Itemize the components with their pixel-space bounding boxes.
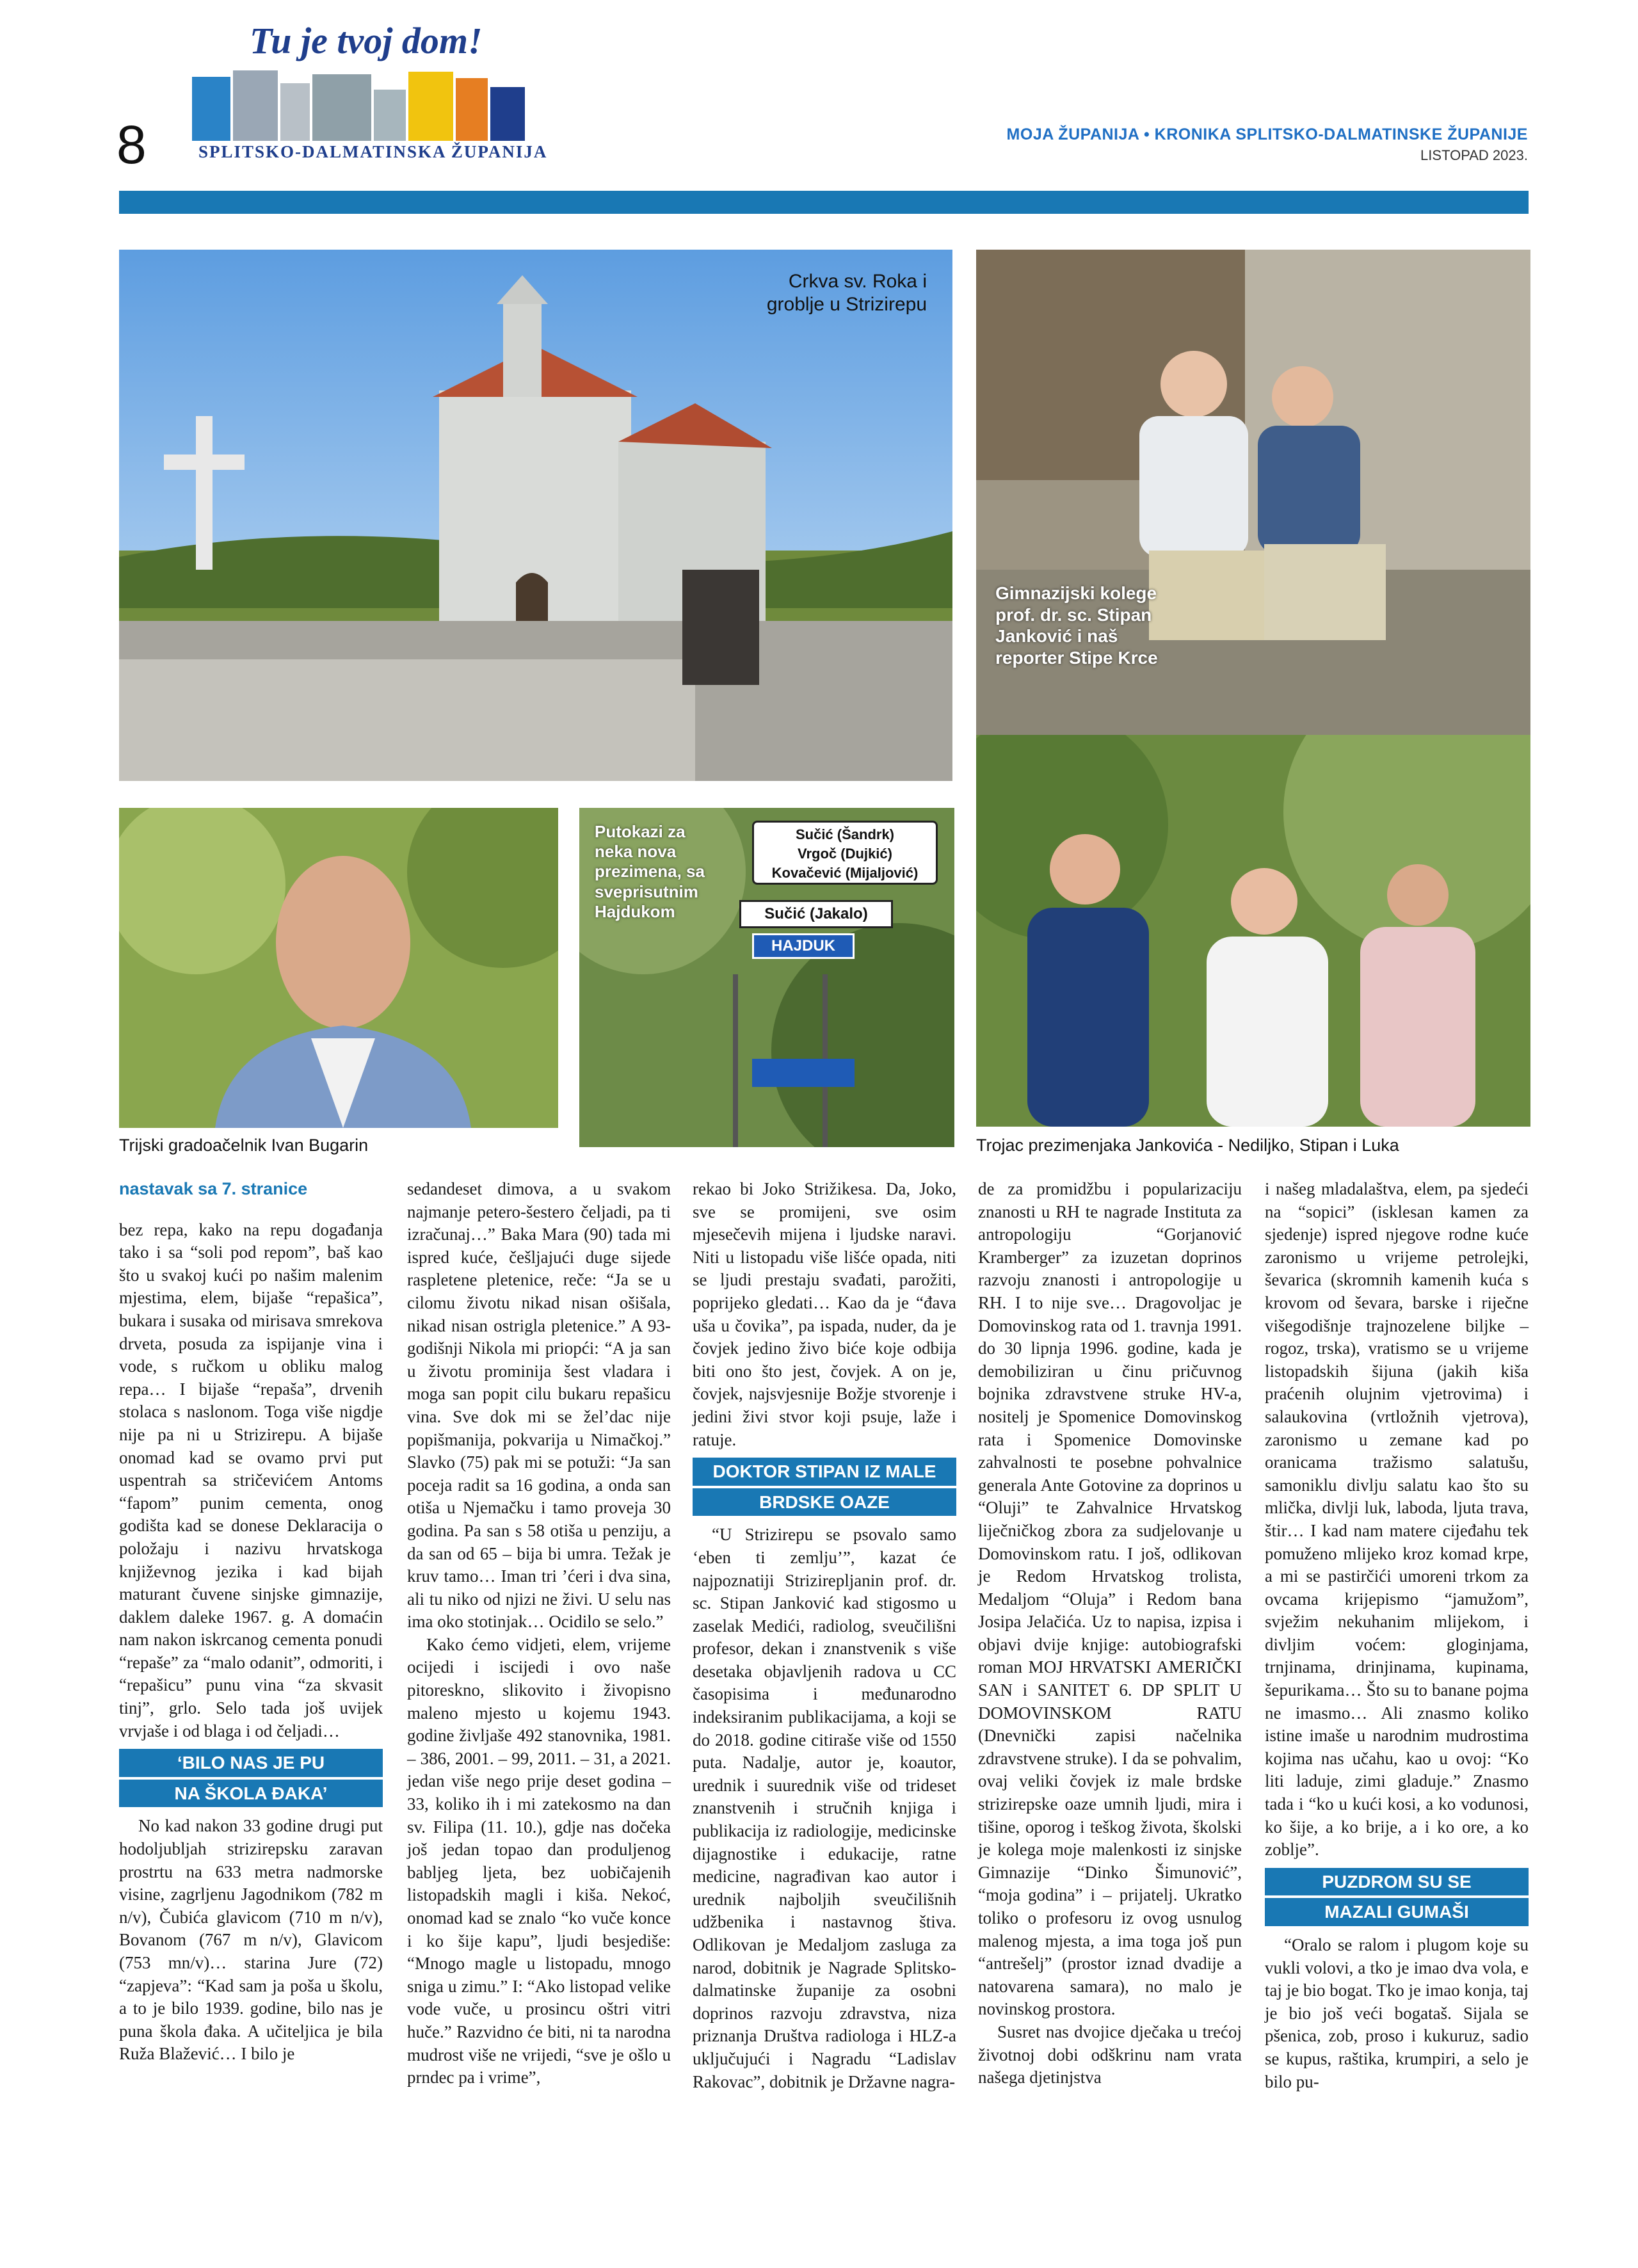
subheading-2 (693, 1458, 956, 1516)
col1-paragraph-2: No kad nakon 33 godine drugi put hodoljubljah strizirepsku zaravan prostrtu na 633 metra nadmorske visine, zagrljenu Jagodnikom (782 m n/v), Čubića glavicom (710 m n/v), Bovanom (767 m n/v), Glavicom (753 mn/v)… starina Jure (72) “zapjeva”: “Kad sam ja poša u školu, a to je bilo 1939. godine, bilo nas je puna škola đaka. A učiteljica je bila Ruža Blažević… I bilo je (119, 1816, 383, 2064)
sign-2: Vrgoč (Dujkić) (798, 846, 892, 862)
church-caption: Crkva sv. Roka i groblje u Strizirepu (766, 271, 927, 315)
section-title: MOJA ŽUPANIJA • KRONIKA SPLITSKO-DALMATINSKE ŽUPANIJE (1006, 125, 1528, 143)
continued-label: nastavak sa 7. stranice (119, 1179, 308, 1198)
article-column-1 (119, 1178, 383, 2066)
trio-caption: Trojac prezimenjaka Jankovića - Nediljko, Stipan i Luka (976, 1136, 1399, 1155)
col2-paragraph-2: Kako ćemo vidjeti, elem, vrijeme ocijedi i iscijedi i ovo naše pitoreskno, slikovito i živopisno maleno mjesto u kojemu 1943. godine življaše 492 stanovnika, 1981. – 386, 2001. – 99, 2011. – 31, a 2021. jedan više nego prije deset godina – 33, koliko ih i mi zatekosmo na dan sv. Filipa (11. 10.), gdje nas dočeka još jedan topao dan produljenog babljeg ljeta, bez uobičajenih listopadskih magli i kiša. Nekoć, onomad kad se znalo “ko vuče konce i ko šije kapu”, ljudi besjediše: “Mnogo magle u listopadu, mnogo sniga u zimu.” I: “Ako listopad velike vode vuče, u prosincu oštri vitri huče.” Razvidno će biti, ni ta narodna mudrost više ne vrijedi, “sve je ošlo u prndec pa i vrime”, (407, 1634, 671, 2087)
subheading-3-line-1: PUZDROM SU SE (1265, 1868, 1529, 1896)
mayor-photo (119, 808, 558, 1128)
signs-photo (579, 808, 954, 1147)
county-name: SPLITSKO-DALMATINSKA ŽUPANIJA (198, 142, 548, 161)
col5-paragraph-1: i našeg mladalaštva, elem, pa sjedeći na “sopici” (isklesan kamen za sjedenje) ispred njegove rodne kuće zaronismo u vrijeme petrolejki, ševarica (skromnih kamenih kuća s krovom od ševara, barske i riječne višegodišnje trajnozelene biljke – rogoz, trska), vratismo se u vrijeme listopadskih šijuna (jakih kiša praćenih olujnim vjetrovima) i salaukovina (vrtložnih vjetrova), zaronismo u zemane kad po oranicama tražismo salatušu, samoniklu divlju salatu kao što su mlička, divlji luk, laboda, ljuta trava, štir… I kad nam matere cijeđahu tek pomuženo mlijeko kroz komad krpe, a mi se pastirčići umoreni trkom za ovcama krijepismo “jamužom”, svježim nekuhanim mlijekom, i divljim voćem: gloginjama, trnjinama, drinjinama, kupinama, šepurikama… Što su to banane pojma ne imasmo… Ali znasmo koliko istine imaše u narodnim mudrostima kojima nas učahu, kao u ovoj: “Ko liti laduje, zimi gladuje.” Znasmo tada i “ko u kući kosi, a ko vodunosi, ko šije, a ko brije, a i ko ore, a ko zoblje”. (1265, 1179, 1529, 1860)
sign-arrow: Sučić (Jakalo) (739, 900, 893, 928)
header-bar (119, 191, 1529, 214)
col5-paragraph-2: “Oralo se ralom i plugom koje su vukli volovi, a tko je imao dva vola, e taj je bio bogat. Tko je imao konja, taj je bio još veći bogataš. Sijala se pšenica, zob, proso i kukuruz, sadio se kupus, raštika, krumpiri, a selo je bilo pu- (1265, 1935, 1529, 2091)
col4-paragraph-1: de za promidžbu i popularizaciju znanosti u RH te nagrade Instituta za antropologiju “Gorjanović Kramberger” za izuzetan doprinos razvoju znanosti i antropologije u RH. I to nije sve… Dragovoljac je Domovinskog rata od 1. travnja 1991. do 30 lipnja 1996. godine, kada je demobiliziran u činu pričuvnog bojnika zdravstvene struke HV-a, nositelj je Spomenice Domovinskog rata i Spomenice Domovinske zahvalnosti te posebne pohvalnice generala Ante Gotovine za doprinos u “Oluji” te Zahvalnice Hrvatskog liječničkog zbora za sudjelovanje u Domovinskom ratu. I još, odlikovan je Redom Hrvatskog trolista, Medaljom “Oluja” i Redom bana Josipa Jelačića. Uz to napisa, izpisa i objavi dvije knjige: autobiografski roman MOJ HRVATSKI AMERIČKI SAN i SANITET 6. DP SPLIT U DOMOVINSKOM RATU (Dnevnički zapisi načelnika zdravstvene struke). I da se pohvalim, ovaj veliki čovjek iz male brdske strizirepske oaze umnih ljudi, mira i tišine, oporog i teškog života, školski je kolega moje malenkosti iz sinjske Gimnazije “Dinko Šimunović”, “moja godina” i – prijatelj. Ukratko toliko o profesoru iz ovog usnulog malenog mjesta, a ima toga još pun “antrešelj” (prostor iznad dvadije a natovarena samara), no malo je novinskog prostora. (978, 1179, 1242, 2019)
subheading-3 (1265, 1868, 1529, 1926)
subheading-2-line-1: DOKTOR STIPAN IZ MALE (693, 1458, 956, 1486)
subheading-1 (119, 1749, 383, 1807)
trio-photo (976, 735, 1530, 1127)
masthead-slogan: Tu je tvoj dom! (250, 20, 483, 61)
article-column-2 (407, 1178, 671, 2089)
sign-3: Kovačević (Mijaljović) (771, 865, 919, 881)
article-column-5 (1265, 1178, 1529, 2093)
church-photo (119, 250, 952, 781)
colleagues-photo (976, 250, 1530, 736)
colleagues-caption: Gimnazijski kolege prof. dr. sc. Stipan Janković i naš reporter Stipe Krce (995, 583, 1158, 668)
subheading-3-line-2: MAZALI GUMAŠI (1265, 1898, 1529, 1926)
article-column-3 (693, 1178, 956, 2093)
subheading-1-line-2: NA ŠKOLA ĐAKA’ (119, 1780, 383, 1808)
subheading-2-line-2: BRDSKE OAZE (693, 1488, 956, 1516)
sign-1: Sučić (Šandrk) (795, 826, 895, 842)
col2-paragraph-1: sedandeset dimova, a u svakom najmanje petero-šestero čeljadi, pa ti izračunaj…” Baka Mara (90) tada mi ispred kuće, češljajući duge sijede raspletene pletenice, reče: “Ja se u cilomu životu nikad nisan ošišala, nikad nisan ostrigla pletenice.” A 93-godišnji Nikola mi priopći: “A ja san u životu prominija šest vladara i moga san popit cilu bukaru repašicu vina. Sve dok mi se žel’dac nije popišmanija, pokvarija u Nimačkoj.” Slavko (75) pak mi se potuži: “Ja san poceja radit sa 16 godina, a onda san otiša u Njemačku i tamo proveja 30 godina. Pa san s 58 otiša u penziju, a da san od 65 – bija bi umra. Težak je kruv tamo… Iman tri ’ćeri i dva sina, ali tu niko od njizi ne živi. U selu nas ima oko stotinjak… Ocidilo se selo.” (407, 1179, 671, 1632)
mayor-caption: Trijski gradoačelnik Ivan Bugarin (119, 1136, 369, 1155)
subheading-1-line-1: ‘BILO NAS JE PU (119, 1749, 383, 1777)
county-logo (192, 70, 525, 147)
sign-hajduk: HAJDUK (752, 933, 855, 959)
col3-paragraph-1: rekao bi Joko Strižikesa. Da, Joko, sve se promijeni, sve osim mjesečevih mijena i ljudske naravi. Niti u listopadu više lišće opada, niti se ljudi prestaju svađati, parožiti, poprijeko gledati… Kao da je “đava uša u čovika”, pa ispada, nuder, da je čovjek jedino živo biće koje odbija biti ono što jest, čovjek. A on je, čovjek, najsvjesnije Božje stvorenje i jedini živi stvor koji psuje, laže i ratuje. (693, 1179, 956, 1449)
col3-paragraph-2: “U Strizirepu se psovalo samo ‘eben ti zemlju’”, kazat će najpoznatiji Strizirepljanin prof. dr. sc. Stipan Janković kad stigosmo u zaselak Medići, radiolog, sveučilišni profesor, dekan i znanstvenik s više desetaka objavljenih radova u CC časopisima i međunarodno indeksiranim publikacijama, a koji se do 2018. godine citiraše više od 1550 puta. Nadalje, autor je, koautor, urednik i suurednik više od trideset znanstvenih i stručnih knjiga i publikacija iz radiologije, medicinske dijagnostike i edukacije, ratne medicine, nagrađivan kao autor i urednik najboljih sveučilišnih udžbenika i nastavnog štiva. Odlikovan je Medaljom zasluga za narod, dobitnik je Nagrade Splitsko-dalmatinske županije za osobni doprinos razvoju zdravstva, niza priznanja Društva radiologa i HLZ-a uključujući i Nagradu “Ladislav Rakovac”, dobitnik je Državne nagra- (693, 1525, 956, 2091)
page-number: 8 (116, 115, 147, 175)
signs-caption: Putokazi za neka nova prezimena, sa sveprisutnim Hajdukom (595, 822, 705, 921)
signpost-board (752, 821, 938, 885)
article-column-4 (978, 1178, 1242, 2089)
col1-paragraph-1: bez repa, kako na repu događanja tako i sa “soli pod repom”, baš kao što u svakoj kući po našim malenim mjestima, elem, bijaše “repašica”, bukara i susaka od mirisava smrekova drveta, posuda za ispijanje vina i vode, s ručkom u obliku malog repa… I bijaše “repaša”, drvenih stolaca s naslonom. Toga više nigdje nije pa ni u Strizirepu. A bijaše onomad kad se ovamo prvi put uspentrah sa stričevićem Antoms “fapom” punim cementa, onog godišta kad se donese Deklaracija o položaju i nazivu hrvatskoga književnog jezika i kad bijah maturant čuvene sinjske gimnazije, daklem daleke 1967. g. A domaćin nam nakon iskrcanog cementa ponudi “repaše” za “malo odanit”, odmoriti, i “repašicu” punu vina “za skvasit tinj”, grlo. Selo tada još uvijek vrvjaše i od blaga i od čeljadi… (119, 1219, 383, 1741)
col4-paragraph-2: Susret nas dvojice dječaka u trećoj životnoj dobi odškrinu nam vrata našega djetinjstva (978, 2022, 1242, 2087)
issue-date: LISTOPAD 2023. (1420, 147, 1528, 163)
